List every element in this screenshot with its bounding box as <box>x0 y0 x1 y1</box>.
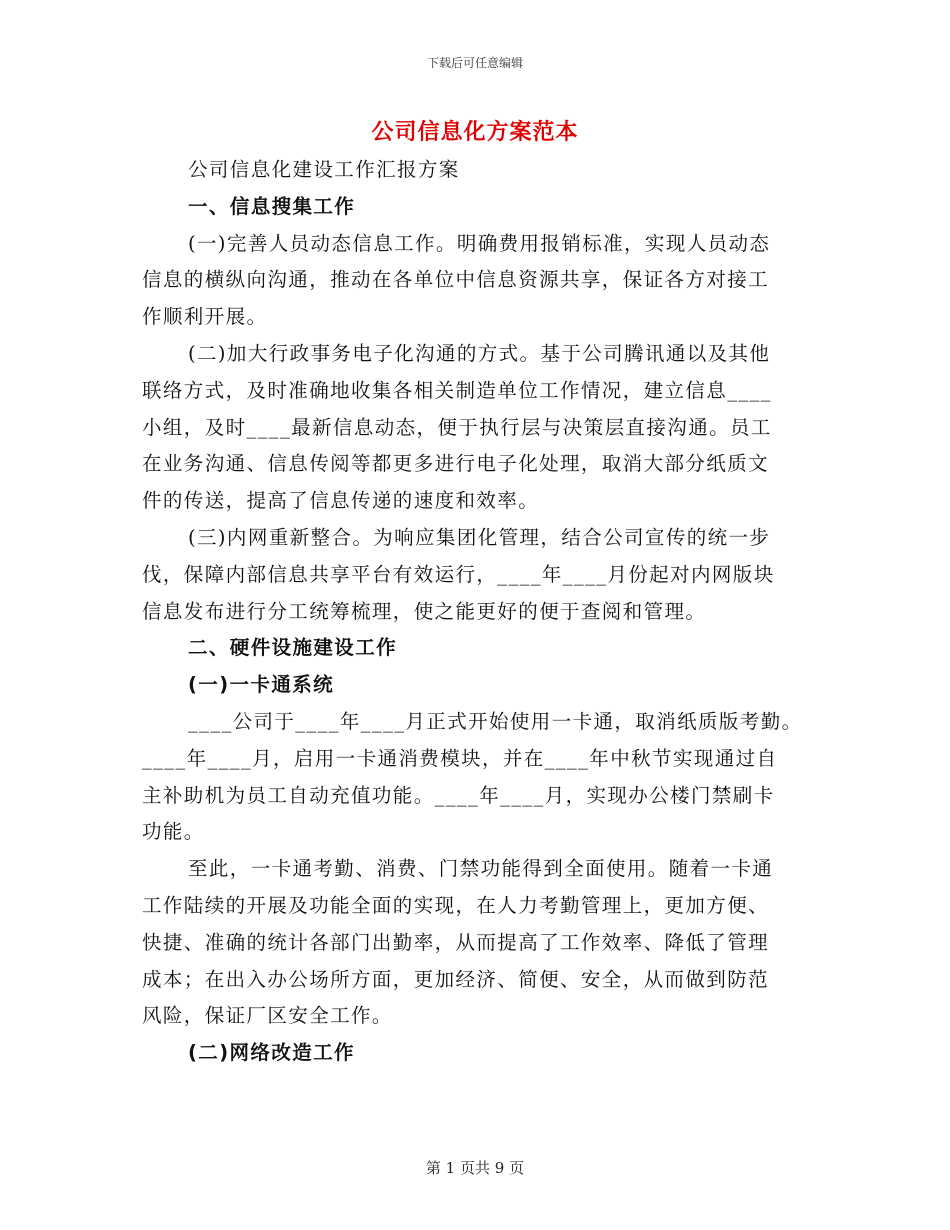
paragraph-line: 快捷、准确的统计各部门出勤率，从而提高了工作效率、降低了管理 <box>142 930 770 954</box>
paragraph-line: 功能。 <box>142 820 205 844</box>
paragraph-line: 在业务沟通、信息传阅等都更多进行电子化处理，取消大部分纸质文 <box>142 452 770 476</box>
paragraph-line: 作顺利开展。 <box>142 305 268 329</box>
section-heading-line: 一、信息搜集工作 <box>188 194 356 218</box>
section-heading-line: (一)一卡通系统 <box>188 673 335 697</box>
paragraph-line: 小组，及时____最新信息动态，便于执行层与决策层直接沟通。员工 <box>142 415 772 439</box>
paragraph-line: (三)内网重新整合。为响应集团化管理，结合公司宣传的统一步 <box>188 525 771 549</box>
page-header: 下载后可任意编辑 <box>426 56 523 70</box>
document-body <box>142 152 810 1072</box>
paragraph-line: 风险，保证厂区安全工作。 <box>142 1004 393 1028</box>
paragraph-line: 伐，保障内部信息共享平台有效运行，____年____月份起对内网版块 <box>142 562 775 586</box>
paragraph-line: 主补助机为员工自动充值功能。____年____月，实现办公楼门禁刷卡 <box>142 783 775 807</box>
paragraph-line: 成本；在出入办公场所方面，更加经济、简便、安全，从而做到防范 <box>142 967 770 991</box>
paragraph-line: 件的传送，提高了信息传递的速度和效率。 <box>142 489 540 513</box>
paragraph-line: 公司信息化建设工作汇报方案 <box>188 158 460 181</box>
paragraph-line: 工作陆续的开展及功能全面的实现，在人力考勤管理上，更加方便、 <box>142 893 770 917</box>
section-heading-line: 二、硬件设施建设工作 <box>188 636 398 660</box>
section-heading-line: (二)网络改造工作 <box>188 1041 355 1065</box>
paragraph-line: (一)完善人员动态信息工作。明确费用报销标准，实现人员动态 <box>188 231 771 255</box>
paragraph-line: (二)加大行政事务电子化沟通的方式。基于公司腾讯通以及其他 <box>188 341 771 365</box>
paragraph-line: 至此，一卡通考勤、消费、门禁功能得到全面使用。随着一卡通 <box>188 857 774 881</box>
document-title: 公司信息化方案范本 <box>371 120 579 145</box>
paragraph-line: 信息发布进行分工统筹梳理，使之能更好的便于查阅和管理。 <box>142 599 707 623</box>
paragraph-line: ____年____月，启用一卡通消费模块，并在____年中秋节实现通过自 <box>142 746 778 770</box>
paragraph-line: ____公司于____年____月正式开始使用一卡通，取消纸质版考勤。 <box>188 709 803 733</box>
page-footer: 第 1 页共 9 页 <box>425 1159 525 1177</box>
paragraph-line: 信息的横纵向沟通，推动在各单位中信息资源共享，保证各方对接工 <box>142 268 770 292</box>
paragraph-line: 联络方式，及时准确地收集各相关制造单位工作情况，建立信息____ <box>142 378 772 402</box>
